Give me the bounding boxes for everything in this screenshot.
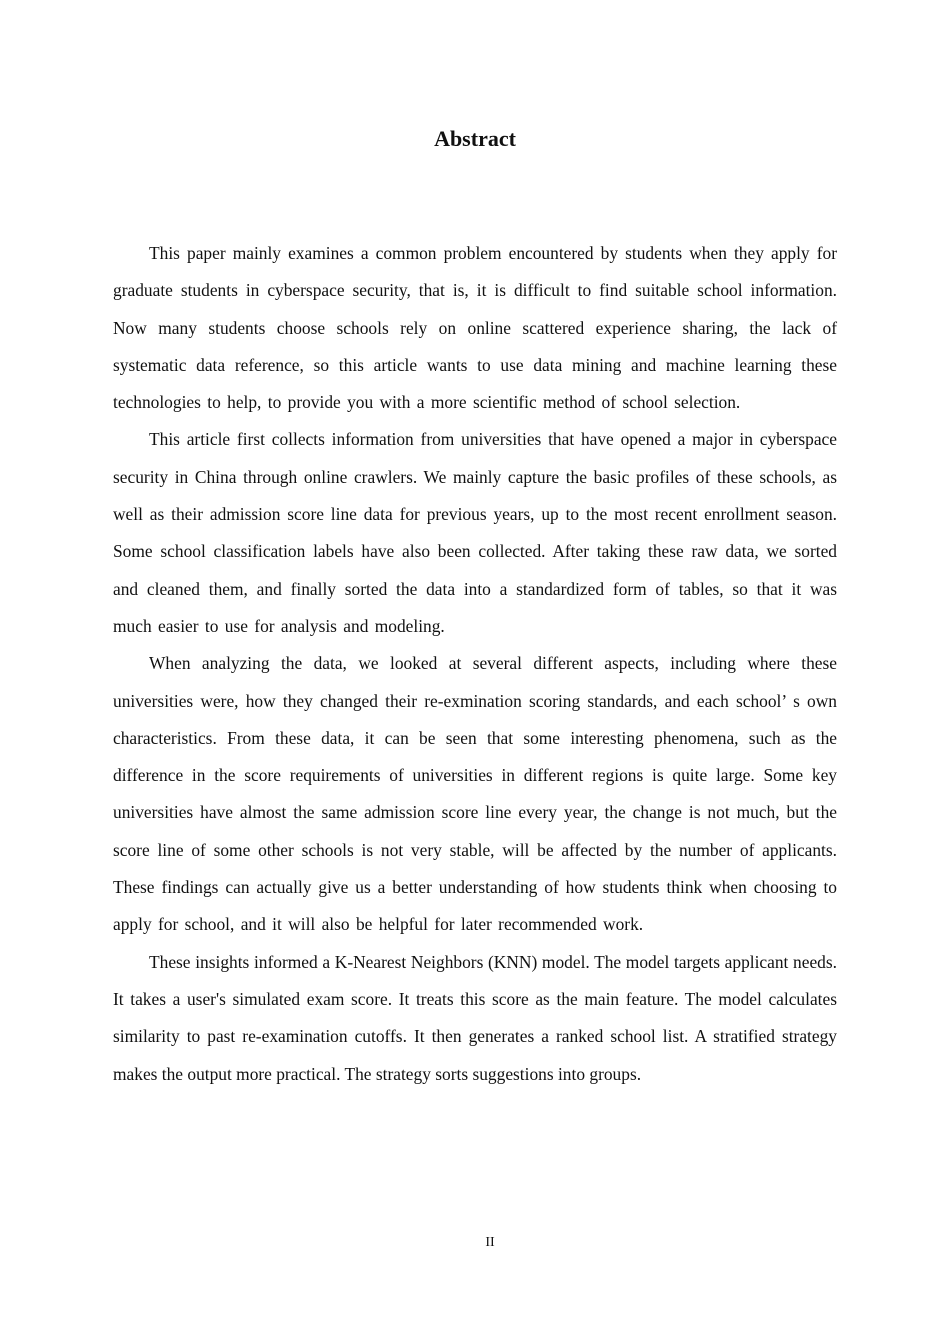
paragraph-2: This article first collects information from universities that have opened a major in cyberspace security in China through online crawlers. We mainly capture the basic profiles of these schools, as well as their admission score line data for previous years, up to the most recent enrollment season. Some school classification labels have also been collected. After taking these raw data, we sorted and cleaned them, and finally sorted the data into a standardized form of tables, so that it was much easier to use for analysis and modeling. [113,429,837,636]
page-title: Abstract [434,126,516,151]
paragraph-1: This paper mainly examines a common problem encountered by students when they apply for graduate students in cyberspace security, that is, it is difficult to find suitable school information. Now many students choose schools rely on online scattered experience sharing, the lack of systematic data reference, so this article wants to use data mining and machine learning these technologies to help, to provide you with a more scientific method of school selection. [113,243,837,413]
paragraph-3: When analyzing the data, we looked at several different aspects, including where these universities were, how they changed their re-exmination scoring standards, and each school’ s own characteristics. From these data, it can be seen that some interesting phenomena, such as the difference in the score requirements of universities in different regions is quite large. Some key universities have almost the same admission score line every year, the change is not much, but the score line of some other schools is not very stable, will be affected by the number of applicants. These findings can actually give us a better understanding of how students think when choosing to apply for school, and it will also be helpful for later recommended work. [113,653,837,935]
abstract-body [113,235,837,1093]
paragraph-4: These insights informed a K-Nearest Neighbors (KNN) model. The model targets applicant needs. It takes a user's simulated exam score. It treats this score as the main feature. The model calculates similarity to past re-examination cutoffs. It then generates a ranked school list. A stratified strategy makes the output more practical. The strategy sorts suggestions into groups. [113,951,837,1084]
page-number: II [485,1235,495,1250]
